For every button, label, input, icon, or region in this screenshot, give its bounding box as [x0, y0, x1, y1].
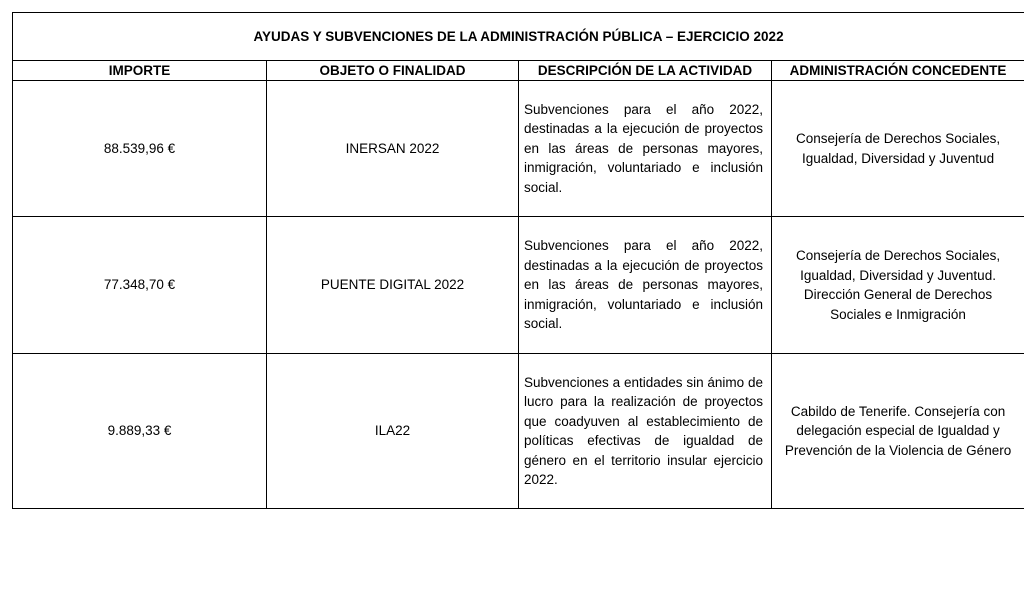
table-row: [13, 354, 1024, 509]
header-descripcion: DESCRIPCIÓN DE LA ACTIVIDAD: [519, 61, 772, 81]
purpose-cell: ILA22: [267, 354, 519, 509]
administration-cell: Cabildo de Tenerife. Consejería con delegación especial de Igualdad y Prevención de la Violencia de Género: [772, 354, 1024, 509]
purpose-cell: INERSAN 2022: [267, 81, 519, 217]
amount-cell: 88.539,96 €: [13, 81, 267, 217]
table-row: [13, 81, 1024, 217]
amount-cell: 77.348,70 €: [13, 217, 267, 354]
amount-cell: 9.889,33 €: [13, 354, 267, 509]
table-row: [13, 217, 1024, 354]
administration-cell: Consejería de Derechos Sociales, Igualdad, Diversidad y Juventud. Dirección General de Derechos Sociales e Inmigración: [772, 217, 1024, 354]
header-importe: IMPORTE: [13, 61, 267, 81]
description-cell: Subvenciones a entidades sin ánimo de lucro para la realización de proyectos que coadyuven al establecimiento de políticas efectivas de igualdad de género en el territorio insular ejercicio 2022.: [519, 354, 772, 509]
header-administracion: ADMINISTRACIÓN CONCEDENTE: [772, 61, 1024, 81]
table-title: AYUDAS Y SUBVENCIONES DE LA ADMINISTRACIÓN PÚBLICA – EJERCICIO 2022: [13, 13, 1024, 61]
header-objeto: OBJETO O FINALIDAD: [267, 61, 519, 81]
purpose-cell: PUENTE DIGITAL 2022: [267, 217, 519, 354]
header-row: [13, 61, 1024, 81]
grants-table: [12, 12, 1024, 509]
description-cell: Subvenciones para el año 2022, destinadas a la ejecución de proyectos en las áreas de personas mayores, inmigración, voluntariado e inclusión social.: [519, 217, 772, 354]
administration-cell: Consejería de Derechos Sociales, Igualdad, Diversidad y Juventud: [772, 81, 1024, 217]
description-cell: Subvenciones para el año 2022, destinadas a la ejecución de proyectos en las áreas de personas mayores, inmigración, voluntariado e inclusión social.: [519, 81, 772, 217]
